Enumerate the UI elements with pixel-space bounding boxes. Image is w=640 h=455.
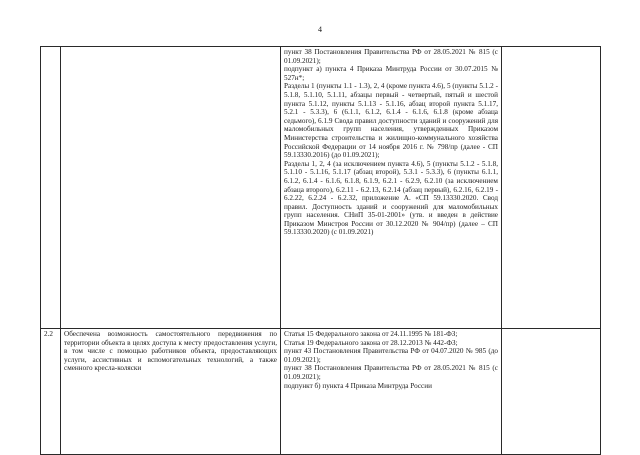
legal-basis-line: подпункт б) пункта 4 Приказа Минтруда России bbox=[284, 381, 432, 390]
row-number: 2.2 bbox=[41, 329, 61, 455]
legal-basis-cell bbox=[281, 329, 502, 455]
note-cell bbox=[502, 47, 601, 329]
legal-basis-line: пункт 38 Постановления Правительства РФ от 28.05.2021 № 815 (с 01.09.2021); bbox=[284, 48, 498, 65]
requirement-cell: Обеспечена возможность самостоятельного передвижения по территории объекта в целях доступа к месту предоставления услуги, в том числе с помощью работников объекта, предоставляющих услуги, ассистивных и вспомогательных технологий, а также сменного кресла-коляски bbox=[61, 329, 281, 455]
table-row bbox=[41, 47, 601, 329]
note-cell bbox=[502, 329, 601, 455]
page-number: 4 bbox=[318, 25, 322, 34]
legal-basis-line: Статья 19 Федерального закона от 28.12.2013 № 442-ФЗ; bbox=[284, 338, 458, 347]
table-row bbox=[41, 329, 601, 455]
legal-basis-line: подпункт а) пункта 4 Приказа Минтруда России от 30.07.2015 № 527н*; bbox=[284, 65, 498, 82]
legal-basis-line: Статья 15 Федерального закона от 24.11.1995 № 181-ФЗ; bbox=[284, 330, 458, 338]
legal-basis-line: Разделы 1 (пункты 1.1 - 1.3), 2, 4 (кроме пункта 4.6), 5 (пункты 5.1.2 - 5.1.8, 5.1.10, 5.1.11, абзацы первый - четвертый, пятый и шестой пункта 5.1.12, пункты 5.1.13 - 5.1.16, абзац второй пункта 5.1.17, 5.2.1 - 5.3.3), 6 (6.1.1, 6.1.2, 6.1.4 - 6.1.6, 6.1.8 (кроме абзаца седьмого), 6.1.9 Свода правил доступности зданий и сооружений для маломобильных групп населения, утвержденных Приказом Министерства строительства и жилищно-коммунального хозяйства Российской Федерации от 14 ноября 2016 г. № 798/пр (далее - СП 59.13330.2016) (до 01.09.2021); bbox=[284, 82, 498, 160]
requirements-table bbox=[40, 46, 601, 455]
legal-basis-line: пункт 43 Постановления Правительства РФ от 04.07.2020 № 985 (до 01.09.2021); bbox=[284, 347, 498, 364]
legal-basis-line: пункт 38 Постановления Правительства РФ от 28.05.2021 № 815 (с 01.09.2021); bbox=[284, 364, 498, 381]
legal-basis-line: Разделы 1, 2, 4 (за исключением пункта 4.6), 5 (пункты 5.1.2 - 5.1.8, 5.1.10 - 5.1.16, 5.1.17 (абзац второй), 5.3.1 - 5.3.3), 6 (пункты 6.1.1, 6.1.2, 6.1.4 - 6.1.6, 6.1.8, 6.1.9, 6.2.1 - 6.2.9, 6.2.10 (за исключением абзаца второго), 6.2.11 - 6.2.13, 6.2.14 (абзац первый), 6.2.16, 6.2.19 - 6.2.22, 6.2.24 - 6.2.32, приложение А. «СП 59.13330.2020. Свод правил. Доступность зданий и сооружений для маломобильных групп населения. СНиП 35-01-2001» (утв. и введен в действие Приказом Минстроя России от 30.12.2020 № 904/пр) (далее – СП 59.13330.2020) (с 01.09.2021) bbox=[284, 159, 498, 237]
legal-basis-cell bbox=[281, 47, 502, 329]
requirement-cell bbox=[61, 47, 281, 329]
row-number bbox=[41, 47, 61, 329]
